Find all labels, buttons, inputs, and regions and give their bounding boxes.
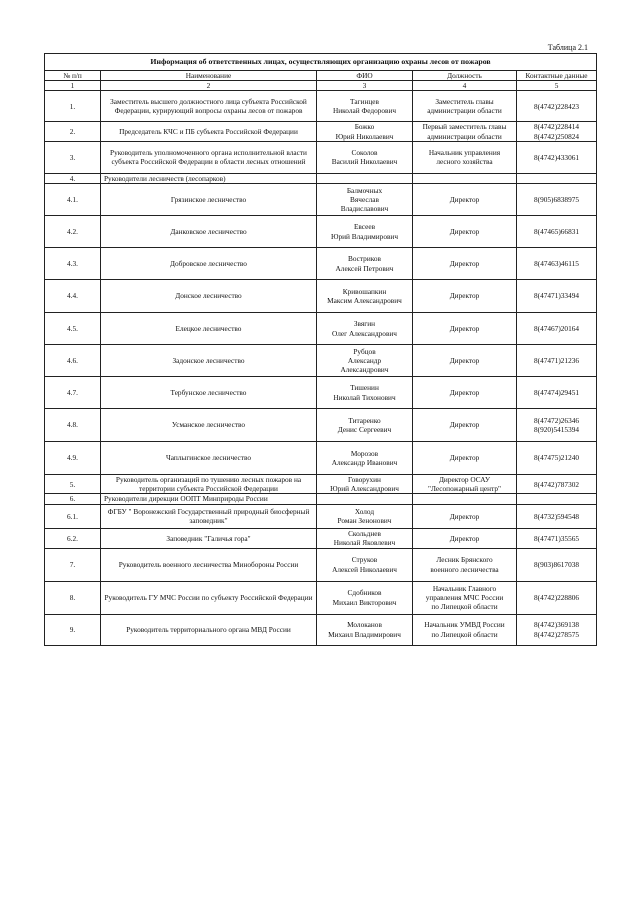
row-fio: Рубцов Александр Александрович bbox=[317, 345, 413, 377]
column-number-cell: 1 bbox=[45, 81, 101, 91]
row-fio: Говорухин Юрий Александрович bbox=[317, 475, 413, 494]
row-contact: 8(47475)21240 bbox=[517, 442, 597, 475]
row-number: 6.2. bbox=[45, 528, 101, 548]
row-position: Директор bbox=[413, 442, 517, 475]
row-contact: 8(903)8617038 bbox=[517, 548, 597, 581]
row-name: Усманское лесничество bbox=[101, 409, 317, 442]
row-position: Первый заместитель главы администрации области bbox=[413, 122, 517, 141]
table-row bbox=[45, 313, 597, 345]
row-fio bbox=[317, 494, 413, 504]
row-number: 4.1. bbox=[45, 184, 101, 216]
row-name: Добровское лесничество bbox=[101, 248, 317, 280]
row-name: Руководитель уполномоченного органа исполнительной власти субъекта Российской Федерации в области лесных отношений bbox=[101, 141, 317, 173]
row-position: Директор bbox=[413, 409, 517, 442]
row-fio: Кривошапкин Максим Александрович bbox=[317, 280, 413, 313]
header-row bbox=[45, 71, 597, 81]
row-position: Директор bbox=[413, 377, 517, 409]
row-position: Директор bbox=[413, 280, 517, 313]
row-position bbox=[413, 173, 517, 183]
row-name: Тербунское лесничество bbox=[101, 377, 317, 409]
row-position: Директор bbox=[413, 528, 517, 548]
row-number: 4. bbox=[45, 173, 101, 183]
row-fio: Морозов Александр Иванович bbox=[317, 442, 413, 475]
title-row bbox=[45, 54, 597, 71]
row-fio: Звягин Олег Александрович bbox=[317, 313, 413, 345]
row-name: Задонское лесничество bbox=[101, 345, 317, 377]
table-title: Информация об ответственных лицах, осуществляющих организацию охраны лесов от пожаров bbox=[45, 54, 597, 71]
row-number: 4.6. bbox=[45, 345, 101, 377]
row-position: Директор ОСАУ "Лесопожарный центр" bbox=[413, 475, 517, 494]
table-label: Таблица 2.1 bbox=[547, 43, 588, 52]
row-name: ФГБУ " Воронежский Государственный природный биосферный заповедник" bbox=[101, 504, 317, 528]
row-contact: 8(47471)21236 bbox=[517, 345, 597, 377]
table-row bbox=[45, 494, 597, 504]
column-number-cell: 4 bbox=[413, 81, 517, 91]
row-name: Руководители дирекции ООПТ Минприроды России bbox=[101, 494, 317, 504]
row-number: 4.5. bbox=[45, 313, 101, 345]
table-body bbox=[45, 54, 597, 646]
row-name: Председатель КЧС и ПБ субъекта Российской Федерации bbox=[101, 122, 317, 141]
table-row bbox=[45, 528, 597, 548]
row-name: Руководитель военного лесничества Минобороны России bbox=[101, 548, 317, 581]
row-contact: 8(4742)433061 bbox=[517, 141, 597, 173]
row-position: Лесник Брянского военного лесничества bbox=[413, 548, 517, 581]
row-number: 3. bbox=[45, 141, 101, 173]
row-fio: Тагинцев Николай Федорович bbox=[317, 91, 413, 122]
row-number: 4.3. bbox=[45, 248, 101, 280]
row-contact bbox=[517, 494, 597, 504]
table-row bbox=[45, 122, 597, 141]
row-fio: Евсеев Юрий Владимирович bbox=[317, 216, 413, 248]
row-number: 8. bbox=[45, 581, 101, 614]
row-position: Директор bbox=[413, 313, 517, 345]
row-fio: Струков Алексей Николаевич bbox=[317, 548, 413, 581]
column-number-cell: 3 bbox=[317, 81, 413, 91]
row-fio: Балмочных Вячеслав Владиславович bbox=[317, 184, 413, 216]
row-number: 2. bbox=[45, 122, 101, 141]
row-fio: Титаренко Денис Сергеевич bbox=[317, 409, 413, 442]
row-name: Руководитель ГУ МЧС России по субъекту Российской Федерации bbox=[101, 581, 317, 614]
row-position: Начальник УМВД России по Липецкой области bbox=[413, 614, 517, 645]
row-position: Директор bbox=[413, 216, 517, 248]
row-contact: 8(47465)66831 bbox=[517, 216, 597, 248]
row-contact: 8(4732)594548 bbox=[517, 504, 597, 528]
row-name: Заповедник "Галичья гора" bbox=[101, 528, 317, 548]
row-contact: 8(47471)35565 bbox=[517, 528, 597, 548]
row-contact: 8(4742)787302 bbox=[517, 475, 597, 494]
row-number: 4.9. bbox=[45, 442, 101, 475]
row-contact: 8(47463)46115 bbox=[517, 248, 597, 280]
row-contact: 8(47472)26346 8(920)5415394 bbox=[517, 409, 597, 442]
row-fio: Холод Роман Зенонович bbox=[317, 504, 413, 528]
row-number: 7. bbox=[45, 548, 101, 581]
table-row bbox=[45, 548, 597, 581]
header-cell: Наименование bbox=[101, 71, 317, 81]
row-fio: Скольднев Николай Яковлевич bbox=[317, 528, 413, 548]
row-contact: 8(905)6838975 bbox=[517, 184, 597, 216]
header-cell: № п/п bbox=[45, 71, 101, 81]
row-number: 9. bbox=[45, 614, 101, 645]
table-row bbox=[45, 91, 597, 122]
header-cell: ФИО bbox=[317, 71, 413, 81]
table-row bbox=[45, 409, 597, 442]
row-position: Директор bbox=[413, 248, 517, 280]
row-contact: 8(4742)369138 8(4742)278575 bbox=[517, 614, 597, 645]
row-name: Руководитель организаций по тушению лесных пожаров на территории субъекта Российской Федерации bbox=[101, 475, 317, 494]
row-name: Донское лесничество bbox=[101, 280, 317, 313]
row-number: 1. bbox=[45, 91, 101, 122]
table-row bbox=[45, 173, 597, 183]
row-fio: Тишенин Николай Тихонович bbox=[317, 377, 413, 409]
row-name: Заместитель высшего должностного лица субъекта Российской Федерации, курирующий вопросы охраны лесов от пожаров bbox=[101, 91, 317, 122]
row-name: Руководитель территориального органа МВД России bbox=[101, 614, 317, 645]
column-number-cell: 5 bbox=[517, 81, 597, 91]
header-cell: Должность bbox=[413, 71, 517, 81]
table-row bbox=[45, 141, 597, 173]
row-contact: 8(47471)33494 bbox=[517, 280, 597, 313]
row-position: Директор bbox=[413, 184, 517, 216]
table-row bbox=[45, 475, 597, 494]
row-contact: 8(47467)20164 bbox=[517, 313, 597, 345]
table-row bbox=[45, 581, 597, 614]
row-position: Заместитель главы администрации области bbox=[413, 91, 517, 122]
table-row bbox=[45, 345, 597, 377]
row-position bbox=[413, 494, 517, 504]
row-number: 4.4. bbox=[45, 280, 101, 313]
table-row bbox=[45, 377, 597, 409]
table-row bbox=[45, 184, 597, 216]
table-row bbox=[45, 248, 597, 280]
row-number: 4.8. bbox=[45, 409, 101, 442]
row-position: Начальник Главного управления МЧС России по Липецкой области bbox=[413, 581, 517, 614]
table-row bbox=[45, 280, 597, 313]
row-name: Елецкое лесничество bbox=[101, 313, 317, 345]
row-fio: Божко Юрий Николаевич bbox=[317, 122, 413, 141]
row-contact: 8(4742)228414 8(4742)250824 bbox=[517, 122, 597, 141]
header-cell: Контактные данные bbox=[517, 71, 597, 81]
row-fio: Востриков Алексей Петрович bbox=[317, 248, 413, 280]
table-row bbox=[45, 442, 597, 475]
row-position: Директор bbox=[413, 345, 517, 377]
row-fio: Сдобников Михаил Викторович bbox=[317, 581, 413, 614]
row-contact: 8(4742)228423 bbox=[517, 91, 597, 122]
row-name: Чаплыгинское лесничество bbox=[101, 442, 317, 475]
row-fio: Молоканов Михаил Владимирович bbox=[317, 614, 413, 645]
column-number-cell: 2 bbox=[101, 81, 317, 91]
row-contact: 8(47474)29451 bbox=[517, 377, 597, 409]
responsible-persons-table bbox=[44, 53, 597, 646]
row-name: Данковское лесничество bbox=[101, 216, 317, 248]
table-row bbox=[45, 504, 597, 528]
row-name: Грязинское лесничество bbox=[101, 184, 317, 216]
row-fio bbox=[317, 173, 413, 183]
row-number: 6.1. bbox=[45, 504, 101, 528]
row-contact: 8(4742)228806 bbox=[517, 581, 597, 614]
row-position: Директор bbox=[413, 504, 517, 528]
column-number-row bbox=[45, 81, 597, 91]
table-row bbox=[45, 216, 597, 248]
row-number: 5. bbox=[45, 475, 101, 494]
row-number: 4.7. bbox=[45, 377, 101, 409]
row-fio: Соколов Василий Николаевич bbox=[317, 141, 413, 173]
row-contact bbox=[517, 173, 597, 183]
table-row bbox=[45, 614, 597, 645]
row-number: 6. bbox=[45, 494, 101, 504]
row-name: Руководители лесничеств (лесопарков) bbox=[101, 173, 317, 183]
row-number: 4.2. bbox=[45, 216, 101, 248]
row-position: Начальник управления лесного хозяйства bbox=[413, 141, 517, 173]
